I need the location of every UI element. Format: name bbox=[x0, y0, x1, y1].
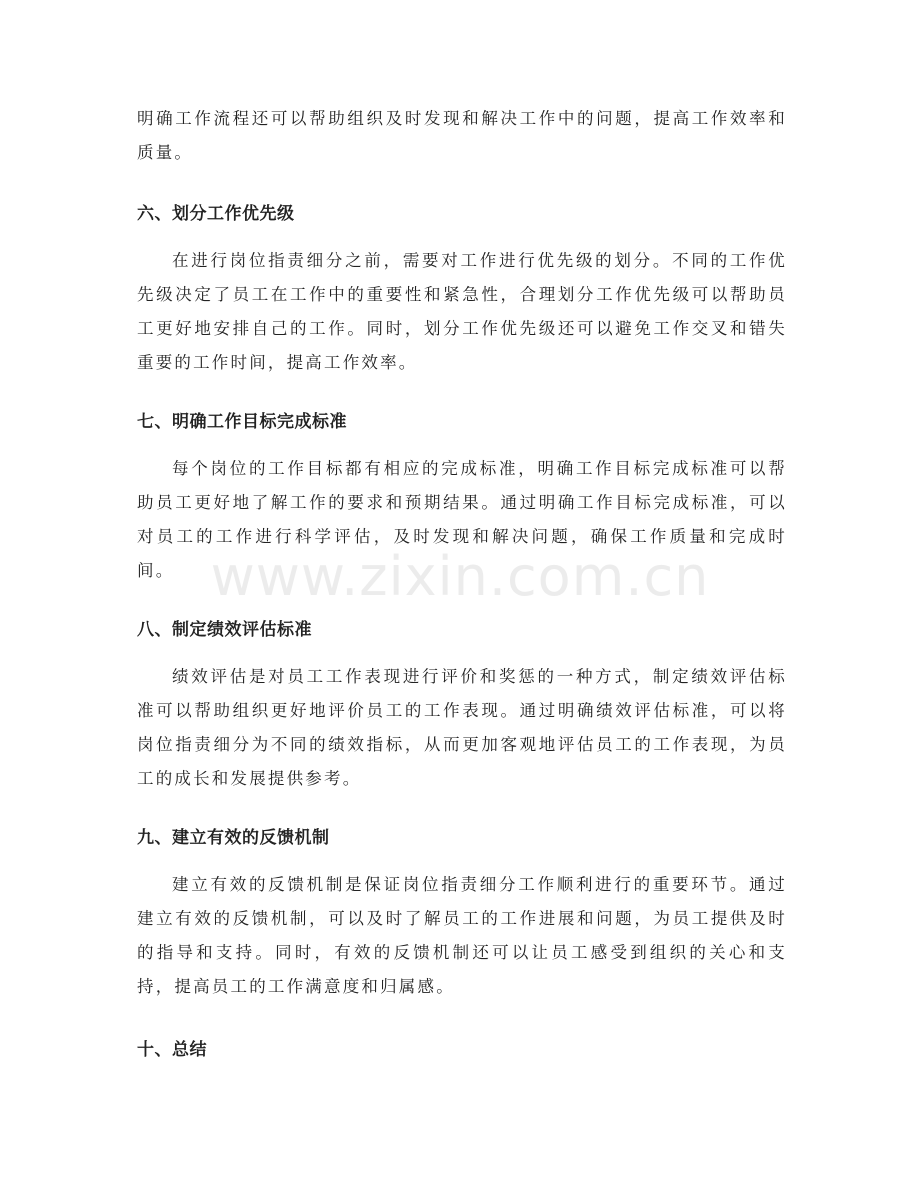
section-heading-9: 九、建立有效的反馈机制 bbox=[137, 828, 330, 848]
watermark: www.zixin.com.cn bbox=[210, 545, 710, 608]
section-heading-8: 八、制定绩效评估标准 bbox=[137, 620, 312, 640]
section-heading-10: 十、总结 bbox=[137, 1040, 207, 1060]
section-heading-7: 七、明确工作目标完成标准 bbox=[137, 412, 347, 432]
intro-paragraph: 明确工作流程还可以帮助组织及时发现和解决工作中的问题，提高工作效率和质量。 bbox=[137, 109, 787, 162]
section-body-8: 绩效评估是对员工工作表现进行评价和奖惩的一种方式，制定绩效评估标准可以帮助组织更好地评价员工的工作表现。通过明确绩效评估标准，可以将岗位指责细分为不同的绩效指标，从而更加客观地评估员工的工作表现，为员工的成长和发展提供参考。 bbox=[137, 667, 787, 788]
section-body-7: 每个岗位的工作目标都有相应的完成标准，明确工作目标完成标准可以帮助员工更好地了解工作的要求和预期结果。通过明确工作目标完成标准，可以对员工的工作进行科学评估，及时发现和解决问题，确保工作质量和完成时间。 bbox=[137, 459, 787, 580]
section-heading-6: 六、划分工作优先级 bbox=[137, 204, 295, 224]
section-body-9: 建立有效的反馈机制是保证岗位指责细分工作顺利进行的重要环节。通过建立有效的反馈机制，可以及时了解员工的工作进展和问题，为员工提供及时的指导和支持。同时，有效的反馈机制还可以让员工感受到组织的关心和支持，提高员工的工作满意度和归属感。 bbox=[137, 875, 787, 996]
section-body-6: 在进行岗位指责细分之前，需要对工作进行优先级的划分。不同的工作优先级决定了员工在工作中的重要性和紧急性，合理划分工作优先级可以帮助员工更好地安排自己的工作。同时，划分工作优先级还可以避免工作交叉和错失重要的工作时间，提高工作效率。 bbox=[137, 251, 787, 372]
document-content bbox=[137, 102, 787, 1062]
